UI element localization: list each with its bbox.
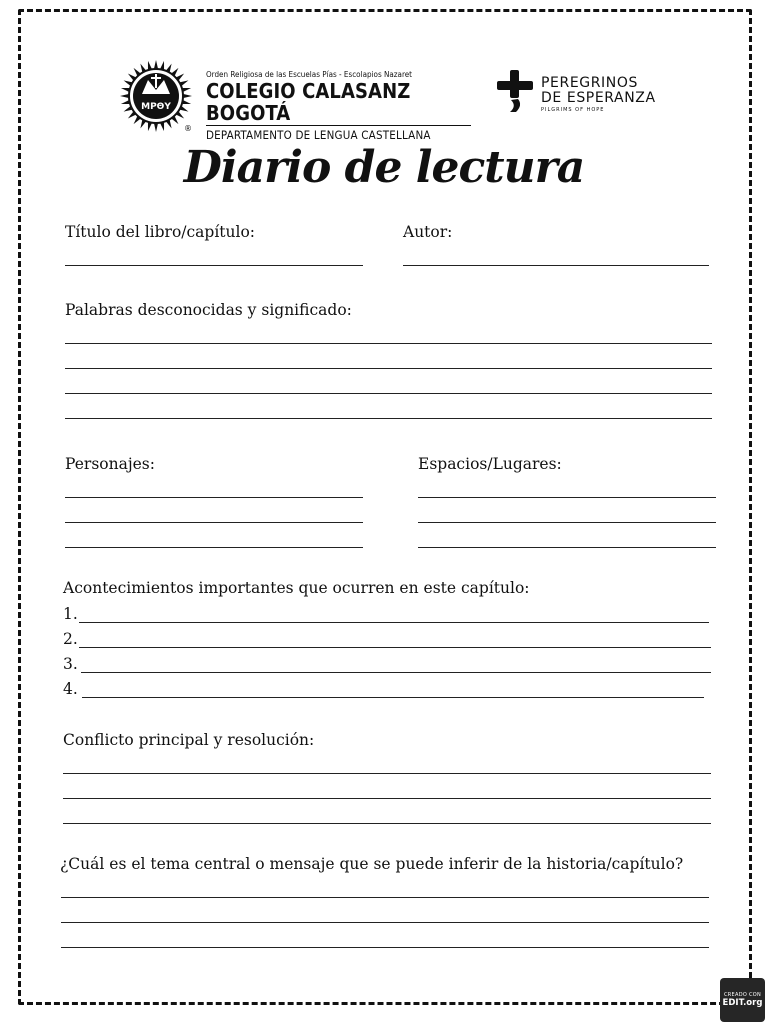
event-line[interactable]: [81, 672, 711, 673]
event-number: 4.: [63, 680, 78, 698]
author-label: Autor:: [403, 223, 453, 241]
characters-line[interactable]: [65, 547, 363, 548]
department-name: DEPARTAMENTO DE LENGUA CASTELLANA: [206, 128, 431, 142]
event-line[interactable]: [82, 697, 704, 698]
theme-line[interactable]: [61, 897, 709, 898]
unknown-words-line[interactable]: [65, 418, 712, 419]
edit-org-badge[interactable]: [720, 978, 765, 1022]
event-number: 3.: [63, 655, 78, 673]
characters-line[interactable]: [65, 522, 363, 523]
unknown-words-line[interactable]: [65, 393, 712, 394]
badge-line-2: EDIT.org: [722, 998, 763, 1008]
unknown-words-line[interactable]: [65, 368, 712, 369]
pilgrim-cross-icon: [497, 70, 537, 112]
pilgrims-of-hope-logo: [541, 76, 656, 114]
book-title-line[interactable]: [65, 265, 363, 266]
unknown-words-line[interactable]: [65, 343, 712, 344]
pilgrim-subtitle: PILGRIMS OF HOPE: [541, 107, 605, 113]
unknown-words-label: Palabras desconocidas y significado:: [65, 301, 352, 319]
theme-line[interactable]: [61, 947, 709, 948]
header-rule: [206, 125, 471, 126]
badge-line-1: CREADO CON: [723, 992, 762, 998]
theme-label: ¿Cuál es el tema central o mensaje que se puede inferir de la historia/capítulo?: [60, 855, 684, 873]
theme-line[interactable]: [61, 922, 709, 923]
event-number: 2.: [63, 630, 78, 648]
places-line[interactable]: [418, 522, 716, 523]
conflict-label: Conflicto principal y resolución:: [63, 731, 315, 749]
event-number: 1.: [63, 605, 78, 623]
conflict-line[interactable]: [63, 823, 711, 824]
author-line[interactable]: [403, 265, 709, 266]
pilgrim-line-1: PEREGRINOS: [541, 75, 638, 91]
characters-label: Personajes:: [65, 455, 155, 473]
seal-label: ΜΡΘΥ: [141, 102, 171, 112]
page-title: Diario de lectura: [183, 142, 585, 193]
characters-line[interactable]: [65, 497, 363, 498]
school-seal-icon: [118, 58, 194, 134]
conflict-line[interactable]: [63, 773, 711, 774]
places-label: Espacios/Lugares:: [418, 455, 562, 473]
registered-mark: ®: [184, 124, 192, 133]
places-line[interactable]: [418, 547, 716, 548]
book-title-label: Título del libro/capítulo:: [65, 223, 256, 241]
events-label: Acontecimientos importantes que ocurren en este capítulo:: [63, 579, 530, 597]
school-order: Orden Religiosa de las Escuelas Pías - Escolapios Nazaret: [206, 70, 412, 79]
school-name: COLEGIO CALASANZ BOGOTÁ: [206, 79, 411, 125]
event-line[interactable]: [79, 647, 711, 648]
event-line[interactable]: [79, 622, 709, 623]
places-line[interactable]: [418, 497, 716, 498]
school-header: [206, 70, 471, 142]
pilgrim-line-2: DE ESPERANZA: [541, 90, 656, 106]
conflict-line[interactable]: [63, 798, 711, 799]
